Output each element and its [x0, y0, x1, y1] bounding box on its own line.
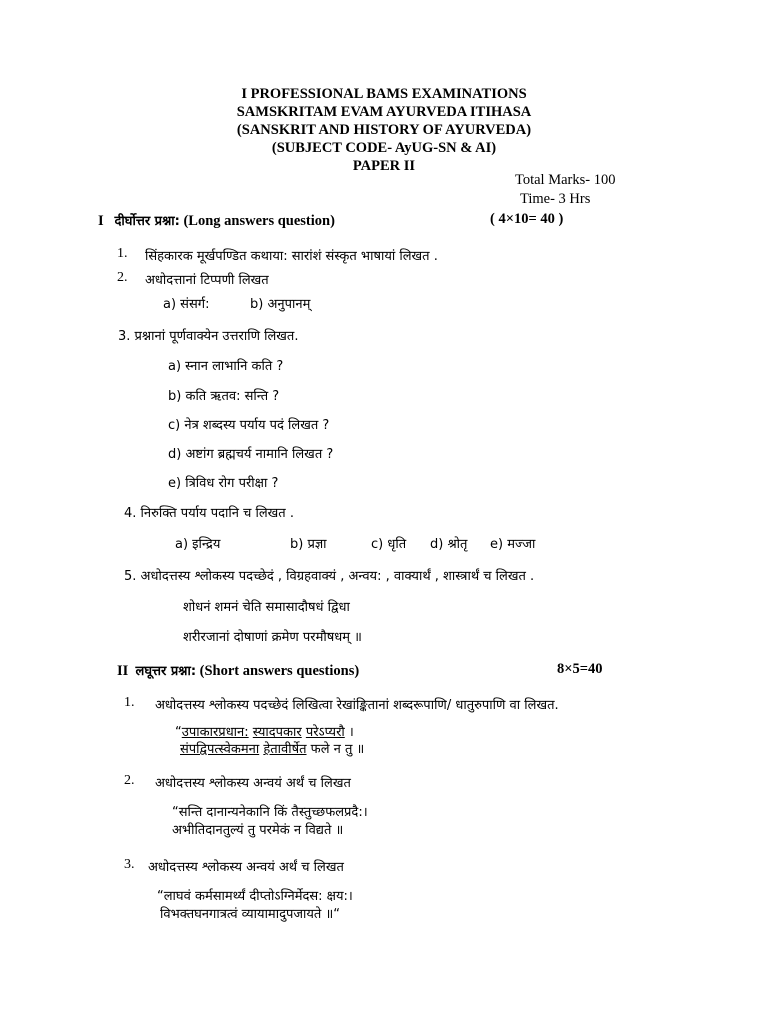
section2-title-english: (Short answers questions)	[199, 663, 360, 679]
total-marks: Total Marks- 100	[515, 172, 616, 188]
s1-q4-option-a: a) इन्द्रिय	[175, 537, 221, 552]
s1-q4-option-c: c) धृति	[371, 537, 407, 552]
s1-q3-option-d: d) अष्टांग ब्रह्मचर्य नामानि लिखत ?	[168, 447, 334, 462]
subject-code: (SUBJECT CODE- AyUG-SN & AI)	[271, 140, 497, 156]
s1-q3-option-e: e) त्रिविध रोग परीक्षा ?	[168, 476, 279, 491]
s1-q4-option-b: b) प्रज्ञा	[290, 537, 327, 552]
s1-q2-option-b: b) अनुपानम्	[250, 297, 311, 312]
s1-q5-text: 5. अधोदत्तस्य श्लोकस्य पदच्छेदं , विग्रहवाक्यं , अन्वय: , वाक्यार्थं , शास्त्रार्थं च लिखत .	[124, 569, 535, 584]
section2-heading	[117, 661, 359, 680]
section2-title-hindi: लघूत्तर प्रश्ना:	[135, 664, 197, 679]
s2-q1-text: अधोदत्तस्य श्लोकस्य पदच्छेदं लिखित्वा रेखांङ्कितानां शब्दरूपाणि/ धातुरुपाणि वा लिखत.	[155, 698, 559, 713]
s2-q3-verse-line2: विभक्तघनगात्रत्वं व्यायामादुपजायते ॥“	[160, 907, 340, 922]
section1-roman: I	[98, 213, 104, 229]
subject-title-english: (SANSKRIT AND HISTORY OF AYURVEDA)	[236, 122, 532, 138]
section1-heading	[98, 211, 335, 230]
s1-q3-option-c: c) नेत्र शब्दस्य पर्याय पदं लिखत ?	[168, 418, 330, 433]
s2-q3-number: 3.	[124, 857, 135, 872]
section2-marks: 8×5=40	[557, 661, 603, 677]
section1-title-hindi: दीर्घोत्तर प्रश्ना:	[114, 214, 180, 229]
s2-q2-verse-line1: “सन्ति दानान्यनेकानि किं तैस्तुच्छफलप्रदै:।	[172, 805, 368, 820]
s2-q1-underlined-word: परेऽप्यरौ	[305, 725, 345, 740]
s2-q1-underlined-word: हेतावीर्षेत	[263, 742, 307, 757]
s2-q3-verse-line1: “लाघवं कर्मसामर्थ्यं दीप्तोऽग्निर्मेदस: क्षय:।	[157, 889, 353, 904]
s2-q1-number: 1.	[124, 695, 135, 710]
s1-q1-number: 1.	[117, 246, 128, 261]
s1-q3-option-a: a) स्नान लाभानि कति ?	[168, 359, 284, 374]
s1-q2-option-a: a) संसर्ग:	[163, 297, 210, 312]
section1-marks: ( 4×10= 40 )	[490, 211, 564, 227]
s2-q3-text: अधोदत्तस्य श्लोकस्य अन्वयं अर्थं च लिखत	[148, 860, 344, 875]
s2-q2-text: अधोदत्तस्य श्लोकस्य अन्वयं अर्थं च लिखत	[155, 776, 351, 791]
s1-q4-option-e: e) मज्जा	[490, 537, 536, 552]
s1-q2-number: 2.	[117, 270, 128, 285]
s1-q5-verse-line1: शोधनं शमनं चेति समासादौषधं द्विधा	[183, 600, 350, 615]
s1-q4-option-d: d) श्रोतृ	[430, 537, 468, 552]
time-allowed: Time- 3 Hrs	[520, 191, 591, 207]
s2-q1-verse-end: फले न तु ॥	[310, 742, 365, 757]
s2-q1-underlined-word: उपाकारप्रधान:	[181, 725, 249, 740]
s2-q1-open-quote: “	[175, 725, 182, 740]
s2-q2-verse-line2: अभीतिदानतुल्यं तु परमेकं न विद्यते ॥	[172, 823, 344, 838]
s1-q4-text: 4. निरुक्ति पर्याय पदानि च लिखत .	[124, 506, 294, 521]
exam-title: I PROFESSIONAL BAMS EXAMINATIONS	[241, 86, 527, 102]
s1-q3-option-b: b) कति ऋतव: सन्ति ?	[168, 389, 280, 404]
s1-q5-verse-line2: शरीरजानां दोषाणां क्रमेण परमौषधम् ॥	[183, 630, 362, 645]
s1-q3-text: 3. प्रश्नानां पूर्णवाक्येन उत्तराणि लिखत.	[118, 329, 299, 344]
s2-q1-underlined-word: स्यादपकार	[252, 725, 302, 740]
subject-title: SAMSKRITAM EVAM AYURVEDA ITIHASA	[236, 104, 532, 120]
paper-number: PAPER II	[352, 158, 416, 174]
s2-q1-verse-line2	[180, 739, 364, 757]
s2-q1-verse-line1	[175, 722, 354, 740]
s1-q1-text: सिंहकारक मूर्खपण्डित कथाया: सारांशं संस्कृत भाषायां लिखत .	[145, 249, 438, 264]
section1-title-english: (Long answers question)	[183, 213, 335, 229]
s2-q1-verse-danda: ।	[348, 725, 354, 740]
s1-q2-text: अधोदत्तानां टिप्पणी लिखत	[145, 273, 269, 288]
s2-q1-underlined-word: संपद्विपत्स्वेकमना	[180, 742, 260, 757]
section2-roman: II	[117, 663, 129, 679]
s2-q2-number: 2.	[124, 773, 135, 788]
